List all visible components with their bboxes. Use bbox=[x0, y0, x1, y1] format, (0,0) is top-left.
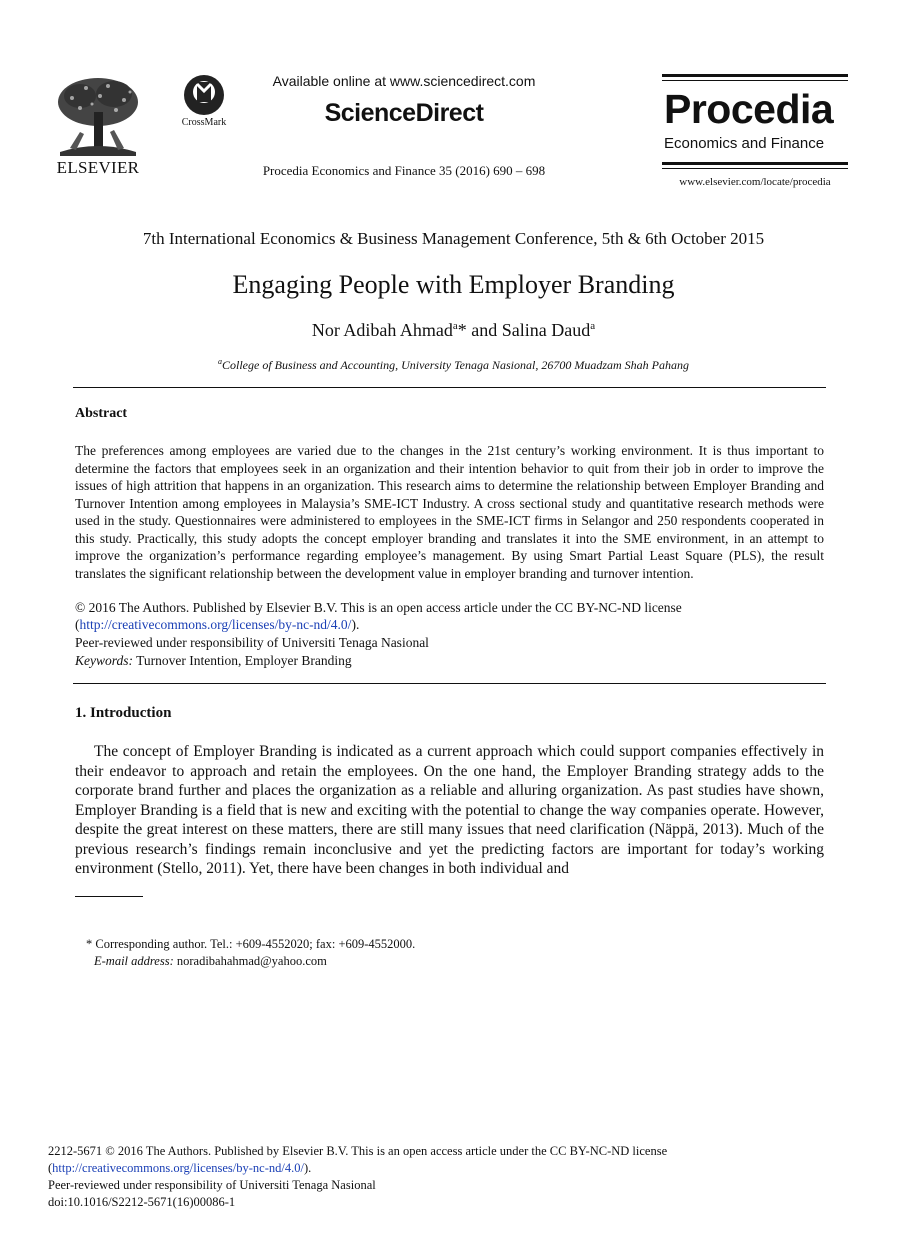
journal-reference: Procedia Economics and Finance 35 (2016) 690 – 698 bbox=[262, 163, 546, 178]
sciencedirect-brand[interactable]: ScienceDirect bbox=[324, 99, 484, 127]
copyright-line: © 2016 The Authors. Published by Elsevier B.V. This is an open access article under the CC BY-NC-ND license bbox=[75, 600, 682, 615]
elsevier-wordmark: ELSEVIER bbox=[56, 158, 140, 177]
footer-license-line bbox=[48, 1161, 311, 1176]
peer-review-line: Peer-reviewed under responsibility of Universiti Tenaga Nasional bbox=[75, 635, 429, 650]
keywords-label: Keywords: bbox=[75, 653, 133, 668]
divider-top bbox=[73, 387, 826, 388]
affiliation bbox=[0, 357, 907, 373]
keywords-line bbox=[75, 652, 824, 670]
crossmark-label: CrossMark bbox=[181, 117, 227, 128]
introduction-body: The concept of Employer Branding is indicated as a current approach which could support companies effectively in their endeavor to approach and retain the employees. On the one hand, the Employer Branding strategy adds to the corporate brand further and places the organization as a reliable and alluring organization. As past studies have shown, Employer Branding is a field that is new and exciting with the potential to change the way companies operate. However, despite the great interest on these matters, there are still many issues that need clarification (Näppä, 2013). Much of the previous research’s findings remain inconclusive and yet the predicting factors are important for today’s working environment (Stello, 2011). Yet, there have been changes in both individual and bbox=[75, 743, 824, 877]
footer-doi[interactable]: doi:10.1016/S2212-5671(16)00086-1 bbox=[48, 1195, 236, 1209]
divider-bottom bbox=[73, 683, 826, 684]
affiliation-text: College of Business and Accounting, University Tenaga Nasional, 26700 Muadzam Shah Pahang bbox=[222, 358, 689, 372]
elsevier-logo bbox=[50, 74, 146, 178]
conference-line: 7th International Economics & Business Management Conference, 5th & 6th October 2015 bbox=[142, 229, 765, 248]
logo-rule-bottom bbox=[662, 162, 848, 165]
procedia-logo bbox=[662, 74, 848, 192]
footer-issn-line: 2212-5671 © 2016 The Authors. Published by Elsevier B.V. This is an open access article under the CC BY-NC-ND license bbox=[48, 1144, 668, 1158]
footnote-rule bbox=[75, 896, 143, 897]
paper-title: Engaging People with Employer Branding bbox=[232, 270, 675, 299]
affiliation-marker: a bbox=[218, 357, 222, 366]
license-link[interactable]: http://creativecommons.org/licenses/by-nc-nd/4.0/ bbox=[79, 617, 352, 632]
abstract-heading: Abstract bbox=[75, 406, 128, 421]
corresponding-author-note: * Corresponding author. Tel.: +609-4552020; fax: +609-4552000. bbox=[86, 937, 416, 951]
keywords: Turnover Intention, Employer Branding bbox=[133, 653, 352, 668]
procedia-name: Procedia bbox=[664, 86, 834, 132]
logo-rule-bottom-thin bbox=[662, 168, 848, 169]
procedia-subtitle: Economics and Finance bbox=[664, 135, 825, 152]
footer-license-close: ). bbox=[303, 1161, 312, 1175]
section-heading-introduction: 1. Introduction bbox=[75, 705, 172, 721]
footer-peer-review: Peer-reviewed under responsibility of Universiti Tenaga Nasional bbox=[48, 1178, 376, 1192]
author-1-star: * bbox=[457, 320, 467, 340]
footer-license-link[interactable]: http://creativecommons.org/licenses/by-nc-nd/4.0/ bbox=[52, 1161, 304, 1175]
license-close: ). bbox=[351, 617, 360, 632]
email-address[interactable]: noradibahahmad@yahoo.com bbox=[173, 954, 327, 968]
logo-rule-top-thin bbox=[662, 80, 848, 81]
abstract-body: The preferences among employees are varied due to the changes in the 21st century’s working environment. It is thus important to determine the factors that employees seek in an organization and their intention behavior to quit from their job in order to improve the issues of high attrition that happens in an organization. This research aims to determine the relationship between Employer Branding and Turnover Intention among employees in Malaysia’s SME-ICT Industry. A cross sectional study and quantitative research methods were used in the study. Questionnaires were administered to employees in the SME-ICT firms in Selangor and 250 respondents cooperated in this study. Practically, this study adopts the concept employer branding and translates it into the SME environment, in an attempt to improve the organization’s performance regarding employee’s management. By using Smart Partial Least Square (PLS), the result translates the significant relationship between the development value in employer branding and turnover intention. bbox=[75, 443, 824, 581]
footer-license-open: ( bbox=[48, 1161, 53, 1175]
author-2: Salina Daud bbox=[501, 320, 591, 340]
email-note bbox=[94, 954, 327, 969]
author-conjunction: and bbox=[466, 320, 502, 340]
email-label: E-mail address: bbox=[94, 954, 174, 968]
license-line bbox=[75, 616, 824, 634]
author-1: Nor Adibah Ahmad bbox=[311, 320, 453, 340]
license-open: ( bbox=[75, 617, 80, 632]
elsevier-tree-icon bbox=[50, 74, 146, 156]
author-line bbox=[0, 320, 907, 341]
procedia-url[interactable]: www.elsevier.com/locate/procedia bbox=[679, 176, 831, 188]
available-online: Available online at www.sciencedirect.com bbox=[272, 73, 536, 89]
author-2-affil: a bbox=[590, 320, 596, 332]
logo-rule-top bbox=[662, 74, 848, 77]
author-1-affil: a bbox=[452, 320, 458, 332]
